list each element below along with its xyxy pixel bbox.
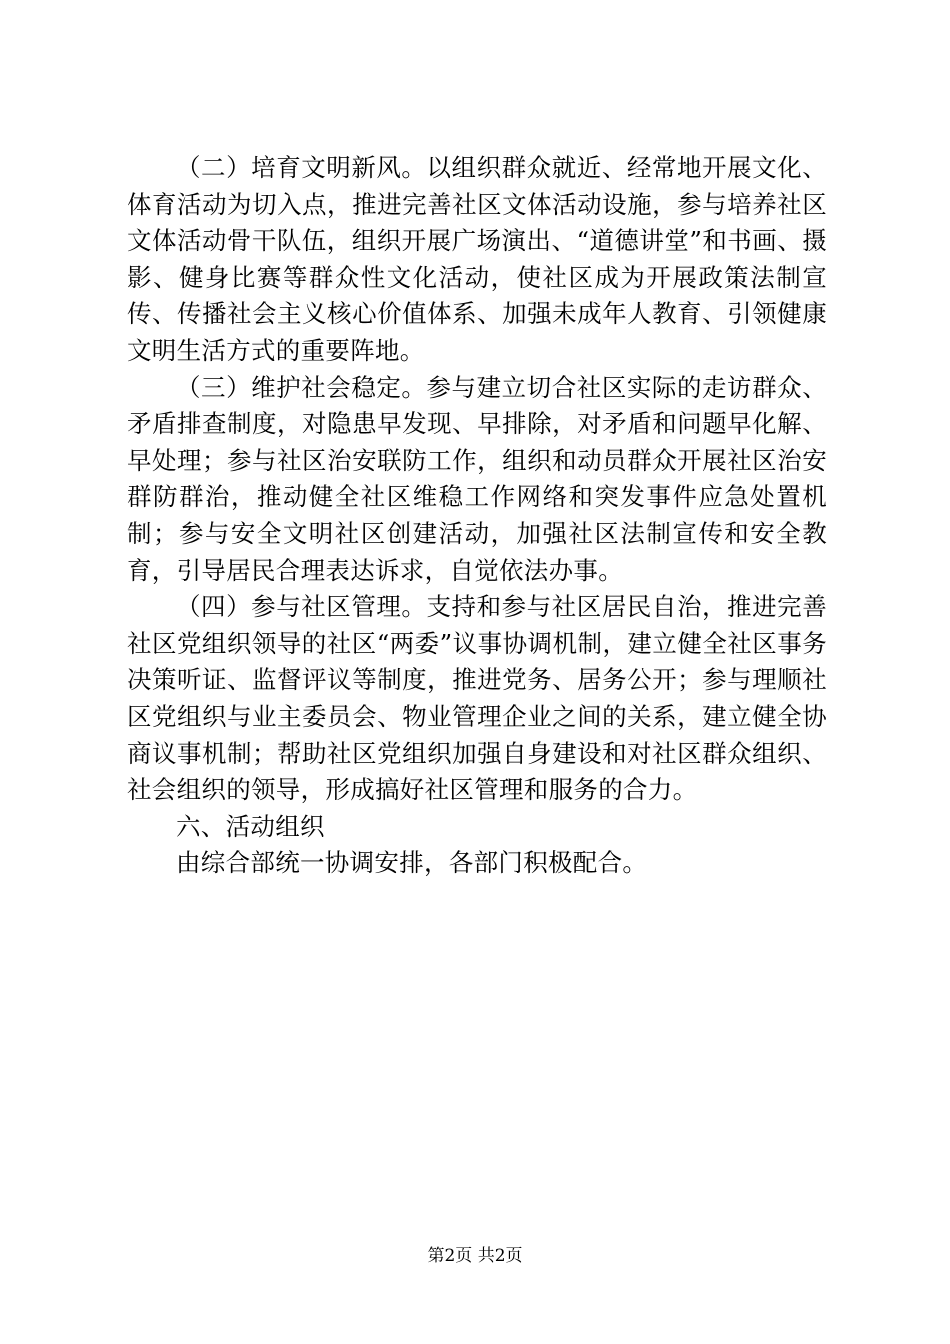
section-heading-activity-organization: 六、活动组织: [176, 811, 325, 841]
paragraph-cultivate-civility: （二）培育文明新风。以组织群众就近、经常地开展文化、体育活动为切入点，推进完善社区文体活动设施，参与培养社区文体活动骨干队伍，组织开展广场演出、“道德讲堂”和书画、摄影、健身比赛等群众性文化活动，使社区成为开展政策法制宣传、传播社会主义核心价值体系、加强未成年人教育、引领健康文明生活方式的重要阵地。: [127, 153, 827, 365]
paragraph-community-management: （四）参与社区管理。支持和参与社区居民自治，推进完善社区党组织领导的社区“两委”议事协调机制，建立健全社区事务决策听证、监督评议等制度，推进党务、居务公开；参与理顺社区党组织与业主委员会、物业管理企业之间的关系，建立健全协商议事机制；帮助社区党组织加强自身建设和对社区群众组织、社会组织的领导，形成搞好社区管理和服务的合力。: [127, 592, 827, 805]
paragraph-organization-detail: 由综合部统一协调安排，各部门积极配合。: [176, 848, 648, 878]
paragraph-maintain-stability: （三）维护社会稳定。参与建立切合社区实际的走访群众、矛盾排查制度，对隐患早发现、早排除，对矛盾和问题早化解、早处理；参与社区治安联防工作，组织和动员群众开展社区治安群防群治，推动健全社区维稳工作网络和突发事件应急处置机制；参与安全文明社区创建活动，加强社区法制宣传和安全教育，引导居民合理表达诉求，自觉依法办事。: [127, 372, 827, 585]
page-number: 第2页 共2页: [427, 1246, 523, 1266]
document-body: [127, 150, 827, 882]
